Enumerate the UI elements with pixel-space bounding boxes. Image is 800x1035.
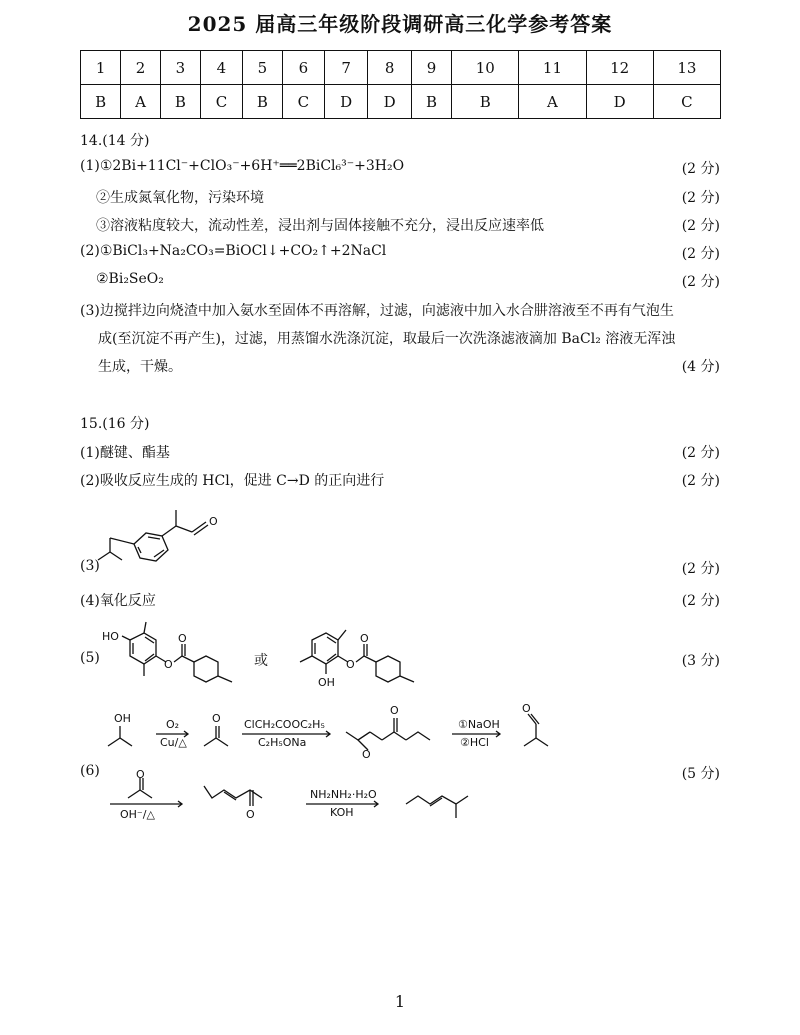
table-cell: B xyxy=(452,85,519,119)
table-cell: B xyxy=(242,85,282,119)
q15-5-structure-b xyxy=(292,616,442,696)
koh-label: KOH xyxy=(330,806,354,819)
hydrazine-label: NH₂NH₂·H₂O xyxy=(310,788,377,801)
table-cell: A xyxy=(121,85,161,119)
table-cell: 11 xyxy=(519,51,586,85)
table-cell: 8 xyxy=(368,51,412,85)
q15-score-1: (2 分) xyxy=(681,445,720,461)
page-number: 1 xyxy=(394,992,406,1011)
oxygen-label: O xyxy=(209,515,218,528)
answer-table-answer-row xyxy=(81,85,721,119)
table-cell: 5 xyxy=(242,51,282,85)
table-cell: D xyxy=(368,85,412,119)
q14-score-3: (4 分) xyxy=(681,359,720,375)
epoxide-o-label: O xyxy=(362,748,371,760)
q15-score-5: (3 分) xyxy=(681,653,720,669)
q14-answer-3-line1: (3)边搅拌边向烧渣中加入氨水至固体不再溶解，过滤，向滤液中加入水合肼溶液至不再有气泡生 xyxy=(80,303,674,319)
ester-oxygen-label: O xyxy=(164,658,173,671)
reagent1b-label: C₂H₅ONa xyxy=(258,736,307,749)
acetone-reagent-o-label: O xyxy=(136,770,145,781)
base-heat-label: OH⁻/△ xyxy=(120,808,155,821)
q14-answer-1-3: ③溶液粘度较大，流动性差，浸出剂与固体接触不充分，浸出反应速率低 xyxy=(96,218,544,234)
table-cell: B xyxy=(81,85,121,119)
ester-oxygen-label-b: O xyxy=(346,658,355,671)
q14-score-1-1: (2 分) xyxy=(681,161,720,177)
table-cell: D xyxy=(586,85,653,119)
bond xyxy=(110,538,134,544)
q15-6-route-row1 xyxy=(100,700,620,760)
table-cell: B xyxy=(411,85,451,119)
hydroxyl-label-b: OH xyxy=(318,676,335,689)
table-cell: A xyxy=(519,85,586,119)
answer-table-number-row xyxy=(81,51,721,85)
table-cell: C xyxy=(201,85,243,119)
table-cell: 13 xyxy=(653,51,720,85)
acetone-o-label: O xyxy=(212,712,221,725)
q15-score-4: (2 分) xyxy=(681,593,720,609)
table-cell: 7 xyxy=(324,51,368,85)
aldehyde-o-label: O xyxy=(522,702,531,715)
q14-answer-1-2: ②生成氮氧化物，污染环境 xyxy=(96,190,264,206)
q15-score-3: (2 分) xyxy=(681,561,720,577)
q15-header: 15.(16 分) xyxy=(80,416,150,432)
q14-answer-2-2: ②Bi₂SeO₂ xyxy=(96,271,164,287)
table-cell: 12 xyxy=(586,51,653,85)
q14-answer-3-line3: 生成，干燥。 xyxy=(98,359,182,375)
q15-answer-6: (6) xyxy=(80,763,100,779)
table-cell: 6 xyxy=(283,51,325,85)
q14-score-2-1: (2 分) xyxy=(681,246,720,262)
q14-answer-2-1: (2)①BiCl₃+Na₂CO₃=BiOCl↓+CO₂↑+2NaCl xyxy=(80,243,387,259)
ester-carbonyl-o-label: O xyxy=(390,704,399,717)
q14-score-1-3: (2 分) xyxy=(681,218,720,234)
q15-5-structure-a xyxy=(100,616,250,696)
page-title: 2025 届高三年级阶段调研高三化学参考答案 xyxy=(187,12,613,36)
q14-score-2-2: (2 分) xyxy=(681,274,720,290)
table-cell: 4 xyxy=(201,51,243,85)
q15-3-structure xyxy=(96,500,256,575)
table-cell: 10 xyxy=(452,51,519,85)
carbonyl-oxygen-label-b: O xyxy=(360,632,369,645)
table-cell: 3 xyxy=(160,51,200,85)
q14-score-1-2: (2 分) xyxy=(681,190,720,206)
table-cell: B xyxy=(160,85,200,119)
q15-answer-4: (4)氧化反应 xyxy=(80,593,156,609)
carbonyl-oxygen-label: O xyxy=(178,632,187,645)
table-cell: 1 xyxy=(81,51,121,85)
reagent1-label: ClCH₂COOC₂H₅ xyxy=(244,718,325,731)
table-cell: C xyxy=(283,85,325,119)
naoh-label: ①NaOH xyxy=(458,718,500,731)
q15-answer-2: (2)吸收反应生成的 HCl，促进 C→D 的正向进行 xyxy=(80,473,385,489)
q15-answer-5-or: 或 xyxy=(254,653,268,669)
table-cell: C xyxy=(653,85,720,119)
q15-6-route-row2 xyxy=(100,770,520,830)
q15-score-6: (5 分) xyxy=(681,766,720,782)
q15-answer-1: (1)醚键、酯基 xyxy=(80,445,170,461)
q15-answer-5: (5) xyxy=(80,650,100,666)
q15-score-2: (2 分) xyxy=(681,473,720,489)
ketone-o-label: O xyxy=(246,808,255,821)
table-cell: 2 xyxy=(121,51,161,85)
alcohol-oh-label: OH xyxy=(114,712,131,725)
q14-header: 14.(14 分) xyxy=(80,133,150,149)
q14-answer-3-line2: 成(至沉淀不再产生)，过滤，用蒸馏水洗涤沉淀，取最后一次洗涤滤液滴加 BaCl₂ 溶液无浑浊 xyxy=(98,331,676,347)
hydroxyl-label: HO xyxy=(102,630,119,643)
o2-label: O₂ xyxy=(166,718,180,731)
q14-answer-1-1: (1)①2Bi+11Cl⁻+ClO₃⁻+6H⁺══2BiCl₆³⁻+3H₂O xyxy=(80,158,405,174)
table-cell: 9 xyxy=(411,51,451,85)
answer-table xyxy=(80,50,721,119)
q15-answer-3: (3) xyxy=(80,558,100,574)
table-cell: D xyxy=(324,85,368,119)
hcl-label: ②HCl xyxy=(460,736,489,749)
cu-heat-label: Cu/△ xyxy=(160,736,187,749)
